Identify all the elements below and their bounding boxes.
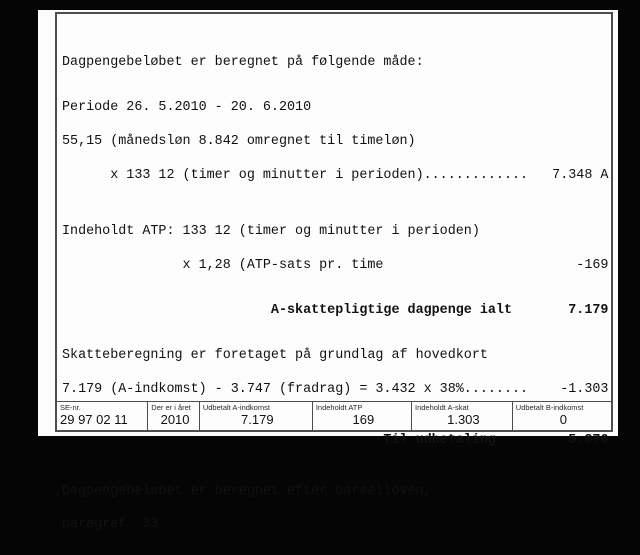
- summary-cell-atp: [312, 402, 411, 430]
- column-label: Udbetalt A-indkomst: [202, 403, 270, 412]
- document-line: Dagpengebeløbet er beregnet efter barselloven,: [62, 483, 432, 499]
- document-frame: [55, 12, 613, 533]
- column-value: 0: [559, 412, 567, 427]
- column-value: 169: [352, 412, 375, 427]
- document-line: Skatteberegning er foretaget på grundlag af hovedkort: [62, 347, 488, 363]
- document-line: x 133 12 (timer og minutter i perioden)............. 7.348 A: [62, 168, 609, 184]
- column-label: Udbetalt B-indkomst: [515, 403, 584, 412]
- summary-cell-se-nr: [57, 402, 147, 430]
- document-sheet: [38, 10, 618, 533]
- column-label: Der er i året: [151, 403, 191, 412]
- document-body-text: [62, 34, 609, 553]
- document-line: Periode 26. 5.2010 - 20. 6.2010: [62, 100, 312, 116]
- summary-cell-year: [147, 402, 199, 430]
- document-line-total: Til udbetaling 5.876: [62, 432, 609, 448]
- summary-cell-a-indkomst: [199, 402, 312, 430]
- column-label: SE-nr.: [60, 403, 81, 412]
- document-line: 55,15 (månedsløn 8.842 omregnet til timeløn): [62, 134, 416, 150]
- summary-cell-a-skat: [411, 402, 512, 430]
- column-label: Indeholdt A-skat: [414, 403, 469, 412]
- column-value: 1.303: [447, 412, 480, 427]
- column-value: 2010: [160, 412, 190, 427]
- document-line: Indeholdt ATP: 133 12 (timer og minutter i perioden): [62, 224, 480, 240]
- summary-cell-b-indkomst: [512, 402, 611, 430]
- column-value: 7.179: [241, 412, 274, 427]
- document-line: 7.179 (A-indkomst) - 3.747 (fradrag) = 3.432 x 38%........ -1.303: [62, 381, 609, 397]
- column-value: 29 97 02 11: [60, 412, 128, 427]
- column-label: Indeholdt ATP: [315, 403, 363, 412]
- document-line: paragraf 33: [62, 517, 159, 533]
- document-line: Dagpengebeløbet er beregnet på følgende måde:: [62, 54, 424, 70]
- summary-table: [57, 401, 611, 430]
- document-line-subtotal: A-skattepligtige dagpenge ialt 7.179: [62, 302, 609, 318]
- document-line: x 1,28 (ATP-sats pr. time -169: [62, 258, 609, 274]
